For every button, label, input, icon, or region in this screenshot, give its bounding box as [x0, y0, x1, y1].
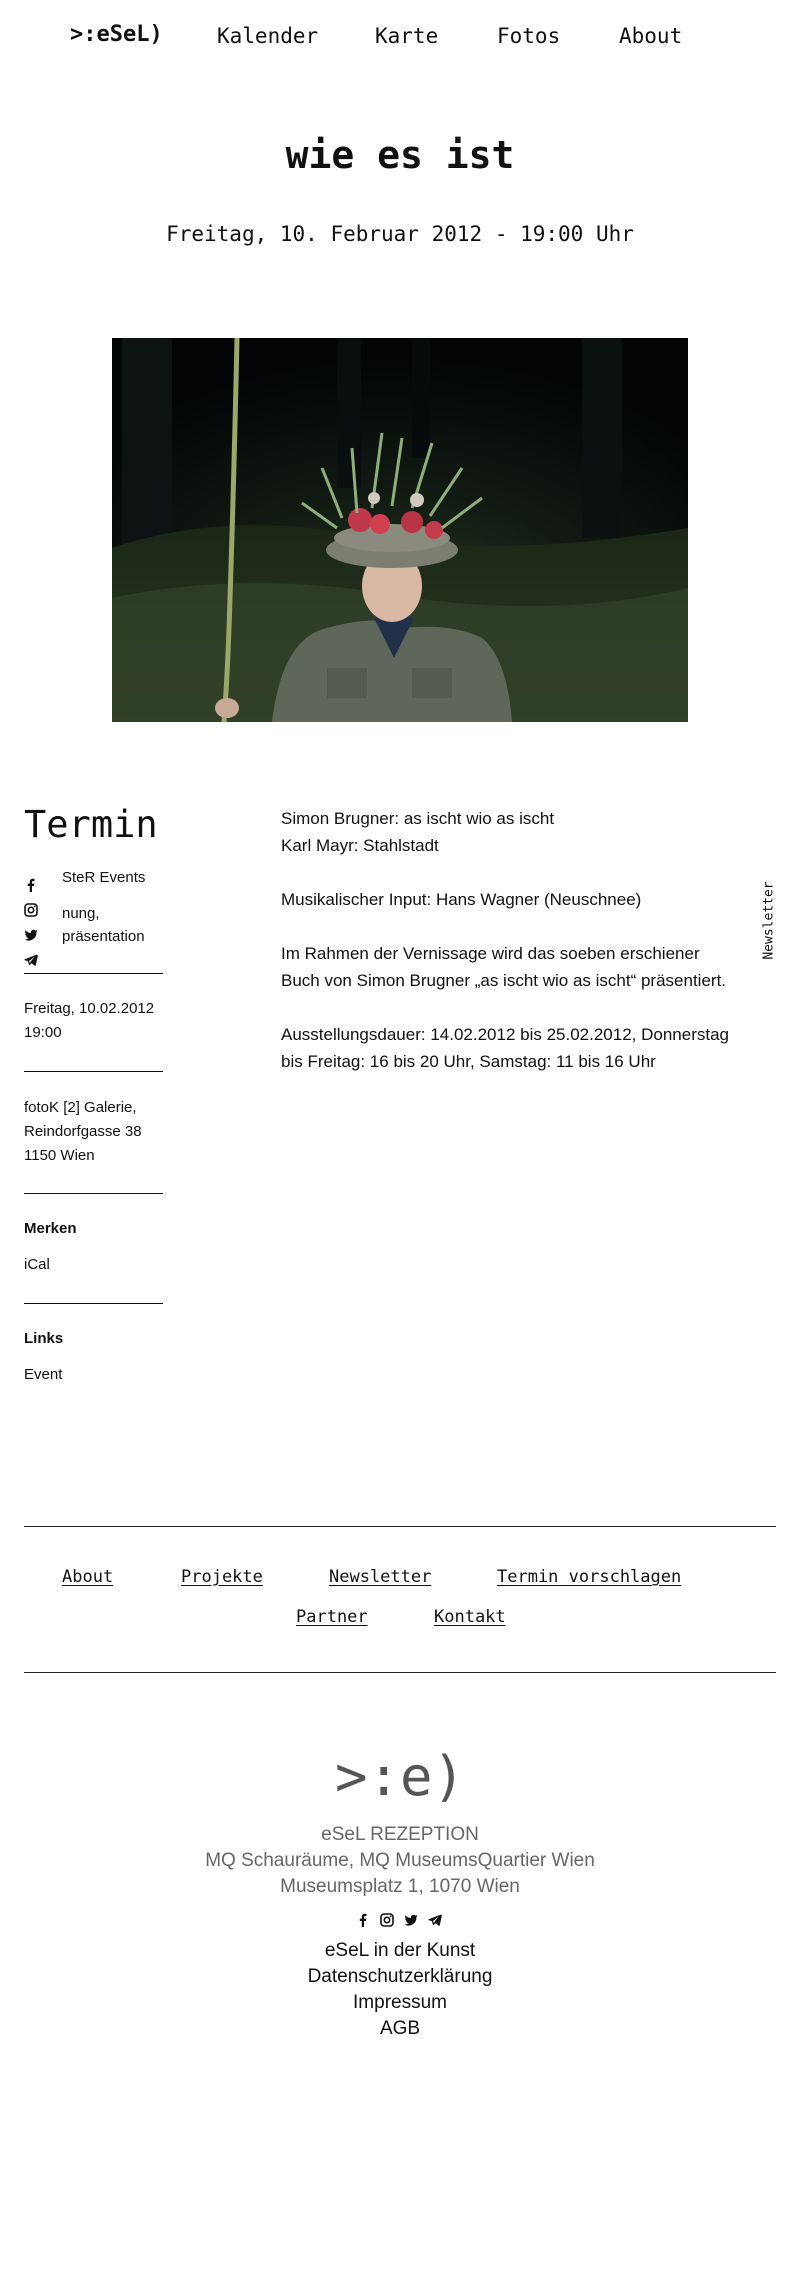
description-line: Im Rahmen der Vernissage wird das soeben erschiener [281, 944, 700, 963]
divider [24, 1071, 163, 1072]
event-date-block [24, 997, 154, 1045]
instagram-icon[interactable] [380, 1913, 394, 1927]
footer-bottom-rule [24, 1672, 776, 1673]
footer-link-kontakt[interactable]: Kontakt [434, 1607, 506, 1627]
location-block [24, 1096, 142, 1168]
facebook-icon[interactable] [356, 1913, 370, 1927]
location-line: 1150 Wien [24, 1147, 95, 1164]
nav-about[interactable]: About [619, 24, 683, 48]
footer-link-newsletter[interactable]: Newsletter [329, 1567, 432, 1587]
footer-link-partner[interactable]: Partner [296, 1607, 368, 1627]
site-logo[interactable]: >:eSeL) [70, 22, 163, 47]
telegram-icon[interactable] [24, 953, 38, 967]
divider [24, 1303, 163, 1304]
ical-link[interactable]: iCal [24, 1256, 50, 1273]
nav-karte[interactable]: Karte [375, 24, 439, 48]
footer-link-datenschutz[interactable]: Datenschutzerklärung [307, 1966, 493, 1987]
footer-link-termin-vorschlagen[interactable]: Termin vorschlagen [497, 1567, 682, 1587]
description-line: Ausstellungsdauer: 14.02.2012 bis 25.02.2012, Donnerstag [281, 1025, 729, 1044]
facebook-icon[interactable] [24, 878, 38, 892]
event-title: wie es ist [285, 133, 515, 177]
description-line: Buch von Simon Brugner „as ischt wio as ischt“ präsentiert. [281, 971, 727, 990]
description-line: Simon Brugner: as ischt wio as ischt [281, 809, 555, 828]
description-line: Karl Mayr: Stahlstadt [281, 836, 439, 855]
merken-label: Merken [24, 1220, 77, 1237]
event-type-line2: präsentation [62, 928, 145, 945]
footer-link-projekte[interactable]: Projekte [181, 1567, 263, 1587]
instagram-icon[interactable] [24, 903, 38, 917]
footer-link-about[interactable]: About [62, 1567, 114, 1587]
description-paragraph [281, 940, 781, 994]
termin-heading: Termin [24, 803, 158, 846]
newsletter-tab-label: Newsletter [761, 881, 777, 960]
event-time-text: 19:00 [24, 1024, 62, 1041]
footer-link-agb[interactable]: AGB [379, 2018, 421, 2039]
footer-link-impressum[interactable]: Impressum [353, 1992, 447, 2013]
description-line: Musikalischer Input: Hans Wagner (Neuschnee) [281, 890, 642, 909]
footer-link-esel-in-der-kunst[interactable]: eSeL in der Kunst [324, 1940, 476, 1961]
telegram-icon[interactable] [428, 1913, 442, 1927]
footer-address-line: MQ Schauräume, MQ MuseumsQuartier Wien [205, 1850, 595, 1871]
event-type-line1: nung, [62, 905, 100, 922]
divider [24, 1193, 163, 1194]
footer-address-line: Museumsplatz 1, 1070 Wien [280, 1876, 520, 1897]
divider [24, 973, 163, 974]
footer-top-rule [24, 1526, 776, 1527]
event-photo [112, 338, 688, 722]
event-link[interactable]: Event [24, 1366, 63, 1383]
event-datetime: Freitag, 10. Februar 2012 - 19:00 Uhr [166, 222, 634, 246]
share-icons [24, 878, 40, 978]
description-line: bis Freitag: 16 bis 20 Uhr, Samstag: 11 bis 16 Uhr [281, 1052, 656, 1071]
event-category: SteR Events [62, 869, 146, 886]
newsletter-side-tab[interactable] [757, 880, 781, 966]
description-paragraph [281, 1021, 781, 1075]
description-paragraph [281, 805, 781, 859]
twitter-icon[interactable] [24, 928, 38, 942]
links-label: Links [24, 1330, 64, 1347]
footer-social-icons [356, 1913, 446, 1929]
location-line: Reindorfgasse 38 [24, 1123, 142, 1140]
footer-logo: >:e) [334, 1745, 466, 1808]
location-line: fotoK [2] Galerie, [24, 1099, 137, 1116]
nav-kalender[interactable]: Kalender [217, 24, 319, 48]
event-date-text: Freitag, 10.02.2012 [24, 1000, 155, 1017]
footer-address-line: eSeL REZEPTION [321, 1824, 479, 1845]
twitter-icon[interactable] [404, 1913, 418, 1927]
top-navigation [0, 20, 800, 56]
nav-fotos[interactable]: Fotos [497, 24, 561, 48]
event-description [281, 805, 781, 1102]
description-paragraph [281, 886, 781, 913]
